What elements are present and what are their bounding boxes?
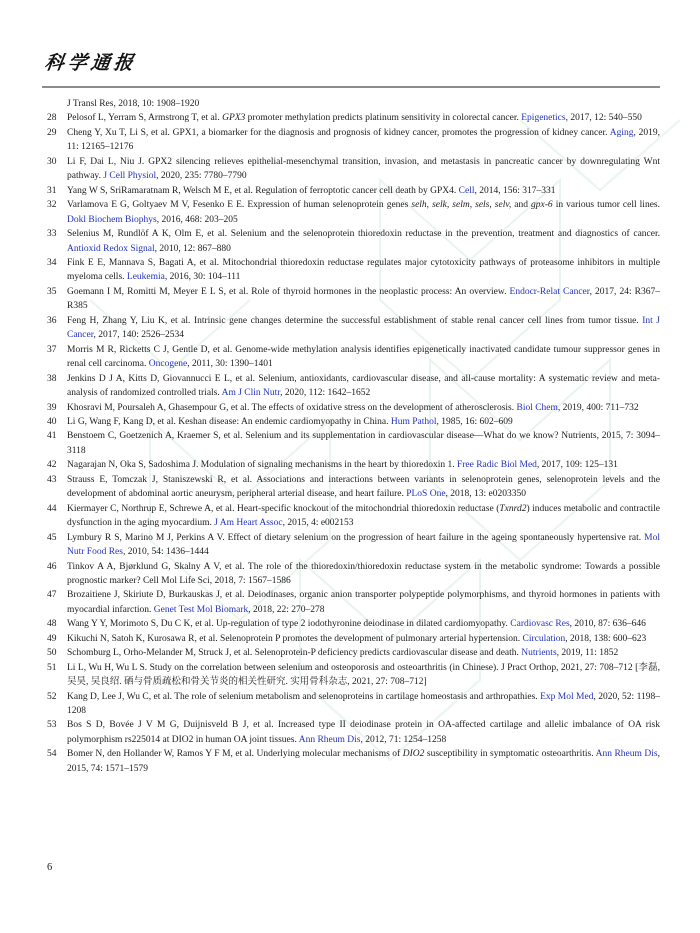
ref-text: , 2017, 24: R367–R385 <box>67 286 660 312</box>
journal-link[interactable]: Antioxid Redox Signal <box>67 243 155 254</box>
ref-text: Yang W S, SriRamaratnam R, Welsch M E, et al. Regulation of ferroptotic cancer cell death by GPX4. <box>67 185 459 196</box>
ref-body <box>67 184 660 198</box>
reference-item <box>47 429 660 458</box>
ref-text: Bomer N, den Hollander W, Ramos Y F M, et al. Underlying molecular mechanisms of <box>67 749 403 760</box>
ref-number: 45 <box>47 532 57 543</box>
ref-text: , 2018, 138: 600–623 <box>565 633 647 644</box>
ref-number-spacer <box>47 97 67 111</box>
ref-number: 34 <box>47 257 57 268</box>
ref-text: Cheng Y, Xu T, Li S, et al. GPX1, a biomarker for the diagnosis and prognosis of kidney cancer, promotes the progression of kidney cancer. <box>67 127 610 138</box>
reference-item <box>47 588 660 617</box>
ref-text: Fink E E, Mannava S, Bagati A, et al. Mitochondrial thioredoxin reductase regulates major cytotoxicity pathways of proteasome inhibitors in multiple myeloma cells. <box>67 257 660 283</box>
ref-text: Varlamova E G, Goltyaev M V, Fesenko E E. Expression of human selenoprotein genes <box>67 200 412 211</box>
reference-item <box>47 690 660 719</box>
page-number: 6 <box>47 862 53 873</box>
ref-text: ) induces metabolic and contractile dysfunction in the aging myocardium. <box>67 503 660 529</box>
ref-number: 44 <box>47 503 57 514</box>
reference-item <box>47 617 660 631</box>
ref-text: Lymbury R S, Marino M J, Perkins A V. Effect of dietary selenium on the progression of heart failure in the ageing spontaneously hypertensive rat. <box>67 532 645 543</box>
reference-continuation <box>47 97 660 111</box>
reference-item <box>47 285 660 314</box>
ref-text: Schomburg L, Orho-Melander M, Struck J, et al. Selenoprotein-P deficiency predicts cardiovascular disease and death. <box>67 648 522 659</box>
italic-term: selh, selk, selm, sels, selv, <box>411 200 512 211</box>
reference-item <box>47 747 660 776</box>
journal-link[interactable]: Hum Pathol <box>390 416 437 427</box>
ref-body <box>67 198 660 227</box>
reference-list <box>47 97 660 776</box>
reference-item <box>47 632 660 646</box>
ref-text: , 2012, 71: 1254–1258 <box>360 734 447 745</box>
reference-item <box>47 473 660 502</box>
journal-link[interactable]: Dokl Biochem Biophys <box>67 214 157 225</box>
ref-text: , 2010, 87: 636–646 <box>569 619 646 630</box>
ref-number: 30 <box>47 156 57 167</box>
reference-item <box>47 155 660 184</box>
ref-text: Pelosof L, Yerram S, Armstrong T, et al. <box>67 113 223 124</box>
ref-text: Kikuchi N, Satoh K, Kurosawa R, et al. Selenoprotein P promotes the development of pulmonary arterial hypertension. <box>67 633 523 644</box>
reference-item <box>47 560 660 589</box>
ref-number: 36 <box>47 315 57 326</box>
reference-item <box>47 314 660 343</box>
ref-number: 31 <box>47 185 57 196</box>
ref-text: , 2017, 109: 125–131 <box>536 460 618 471</box>
ref-text: Strauss E, Tomczak J, Staniszewski R, et al. Associations and interactions between variants in selenoprotein genes, selenoprotein levels and the development of abdominal aortic aneurysm, peripheral arterial disease, and heart failure. <box>67 474 660 500</box>
ref-body <box>67 473 660 502</box>
ref-text: , 2017, 12: 540–550 <box>565 113 642 124</box>
ref-body <box>67 343 660 372</box>
ref-text: Li F, Dai L, Niu J. GPX2 silencing relieves epithelial-mesenchymal transition, invasion, and metastasis in pancreatic cancer by downregulating Wnt pathway. <box>67 156 660 182</box>
ref-text: Kiermayer C, Northrup E, Schrewe A, et al. Heart-specific knockout of the mitochondrial thioredoxin reductase ( <box>67 503 500 514</box>
reference-item <box>47 718 660 747</box>
ref-body <box>67 646 660 660</box>
ref-body <box>67 415 660 429</box>
ref-number: 49 <box>47 633 57 644</box>
ref-text: , 2010, 12: 867–880 <box>154 243 231 254</box>
ref-body <box>67 256 660 285</box>
ref-number: 46 <box>47 561 57 572</box>
ref-text: , 2015, 74: 1571–1579 <box>67 749 660 774</box>
reference-item <box>47 227 660 256</box>
reference-item <box>47 415 660 429</box>
reference-item <box>47 661 660 690</box>
reference-item <box>47 458 660 472</box>
ref-number: 50 <box>47 648 57 659</box>
ref-number: 32 <box>47 200 57 211</box>
reference-item <box>47 184 660 198</box>
ref-text: and <box>511 200 532 211</box>
ref-number: 48 <box>47 619 57 630</box>
reference-item <box>47 646 660 660</box>
ref-number: 33 <box>47 229 57 240</box>
ref-body <box>67 227 660 256</box>
italic-term: DIO2 <box>402 749 425 760</box>
reference-item <box>47 256 660 285</box>
ref-text: , 2014, 156: 317–331 <box>474 185 556 196</box>
ref-text: Selenius M, Rundlöf A K, Olm E, et al. Selenium and the selenoprotein thioredoxin reductase in the prevention, treatment and diagnostics of cancer. <box>67 229 660 240</box>
ref-text: Benstoem C, Goetzenich A, Kraemer S, et al. Selenium and its supplementation in cardiovascular disease—What do we know? Nutrients, 2015, 7: 3094–3118 <box>67 431 660 456</box>
ref-body <box>67 458 660 472</box>
ref-body <box>67 661 660 690</box>
ref-number: 29 <box>47 127 57 138</box>
ref-text: in various tumor cell lines. <box>552 200 660 211</box>
ref-body <box>67 588 660 617</box>
ref-number: 38 <box>47 373 57 384</box>
ref-number: 41 <box>47 431 57 442</box>
ref-number: 39 <box>47 402 57 413</box>
journal-link[interactable]: Mol Nutr Food Res <box>67 532 660 558</box>
ref-text: Feng H, Zhang Y, Liu K, et al. Intrinsic gene changes determine the successful establishment of stable renal cancer cell lines from tumor tissue. <box>67 315 643 326</box>
ref-text: Nagarajan N, Oka S, Sadoshima J. Modulation of signaling mechanisms in the heart by thioredoxin 1. <box>67 460 457 471</box>
reference-item <box>47 401 660 415</box>
ref-body <box>67 155 660 184</box>
ref-text: Kang D, Lee J, Wu C, et al. The role of selenium metabolism and selenoproteins in cartilage homeostasis and arthropathies. <box>67 691 541 702</box>
ref-text: J Transl Res, 2018, 10: 1908–1920 <box>67 99 200 109</box>
journal-link[interactable]: J Am Heart Assoc <box>214 518 283 529</box>
ref-body <box>67 560 660 589</box>
journal-link[interactable]: Am J Clin Nutr <box>221 388 281 399</box>
journal-link[interactable]: Ann Rheum Dis <box>298 734 361 745</box>
reference-item <box>47 343 660 372</box>
ref-text <box>67 97 660 111</box>
ref-text: , 2019, 11: 1852 <box>556 648 619 659</box>
header-rule <box>42 86 660 88</box>
reference-item <box>47 111 660 125</box>
italic-term: Txnrd2 <box>499 503 527 514</box>
ref-text: promoter methylation predicts platinum sensitivity in colorectal cancer. <box>245 113 522 124</box>
journal-link[interactable]: J Cell Physiol <box>103 171 157 182</box>
journal-link[interactable]: Epigenetics <box>521 113 566 124</box>
ref-body <box>67 502 660 531</box>
ref-body <box>67 126 660 155</box>
ref-text: Li L, Wu H, Wu L S. Study on the correlation between selenium and osteoporosis and osteoarthritis (in Chinese). J Pract Orthop, 2021, 27: 708–712 [李磊, 吴昊, 吴良绍. 硒与骨质疏松和骨关节炎的相关性研究. 实用骨科杂志, 2021, 27: 708–712] <box>67 662 660 688</box>
ref-text: susceptibility in symptomatic osteoarthritis. <box>424 749 596 760</box>
journal-link[interactable]: PLoS One <box>406 489 446 500</box>
ref-number: 47 <box>47 590 57 601</box>
ref-text: Brozaitiene J, Skiriute D, Burkauskas J, et al. Deiodinases, organic anion transporter polypeptide polymorphisms, and thyroid hormones in patients with myocardial infarction. <box>67 590 660 615</box>
ref-text: , 2011, 30: 1390–1401 <box>187 359 273 370</box>
ref-number: 53 <box>47 720 57 731</box>
ref-text: , 1985, 16: 602–609 <box>436 416 513 427</box>
ref-text: Tinkov A A, Bjørklund G, Skalny A V, et al. The role of the thioredoxin/thioredoxin reductase system in the metabolic syndrome: Towards a possible prognostic marker? Cell Mol Life Sci, 2018, 7: 1567–1586 <box>67 561 660 586</box>
ref-body <box>67 372 660 401</box>
ref-text: , 2016, 30: 104–111 <box>164 272 241 283</box>
ref-body <box>67 632 660 646</box>
reference-item <box>47 372 660 401</box>
ref-text: , 2018, 22: 270–278 <box>248 604 325 615</box>
ref-text: Li G, Wang F, Kang D, et al. Keshan disease: An endemic cardiomyopathy in China. <box>67 416 391 427</box>
ref-number: 40 <box>47 416 57 427</box>
journal-link[interactable]: Circulation <box>522 633 566 644</box>
journal-link[interactable]: Cell <box>458 185 475 196</box>
ref-text: , 2010, 54: 1436–1444 <box>122 547 209 558</box>
journal-logo: 科学通报 <box>43 52 139 74</box>
ref-number: 35 <box>47 286 57 297</box>
ref-text: Goemann I M, Romitti M, Meyer E L S, et al. Role of thyroid hormones in the neoplastic process: An overview. <box>67 286 510 297</box>
ref-number: 28 <box>47 113 57 124</box>
ref-text: Khosravi M, Poursaleh A, Ghasempour G, et al. The effects of oxidative stress on the development of atherosclerosis. <box>67 402 517 413</box>
ref-text: , 2017, 140: 2526–2534 <box>93 330 185 341</box>
ref-body <box>67 401 660 415</box>
journal-link[interactable]: Biol Chem <box>516 402 558 413</box>
ref-text: Wang Y Y, Morimoto S, Du C K, et al. Up-regulation of type 2 iodothyronine deiodinase in dilated cardiomyopathy. <box>67 619 511 630</box>
journal-link[interactable]: Cardiovasc Res <box>510 619 570 630</box>
ref-text: , 2015, 4: e002153 <box>282 518 354 529</box>
ref-body <box>67 747 660 776</box>
journal-link[interactable]: Exp Mol Med <box>540 691 594 702</box>
ref-body <box>67 111 660 125</box>
ref-number: 54 <box>47 749 57 760</box>
ref-body <box>67 690 660 719</box>
ref-number: 52 <box>47 691 57 702</box>
italic-term: GPX3 <box>222 113 246 124</box>
ref-text: Morris M R, Ricketts C J, Gentle D, et al. Genome-wide methylation analysis identifies epigenetically inactivated candidate tumour suppressor genes in renal cell carcinoma. <box>67 344 660 370</box>
ref-text: , 2020, 235: 7780–7790 <box>156 171 247 182</box>
ref-body <box>67 617 660 631</box>
ref-text: Jenkins D J A, Kitts D, Giovannucci E L, et al. Selenium, antioxidants, cardiovascular disease, and all-cause mortality: A systematic review and meta-analysis of randomized controlled trials. <box>67 373 660 399</box>
journal-link[interactable]: Aging <box>609 127 634 138</box>
ref-number: 51 <box>47 662 57 673</box>
ref-number: 42 <box>47 460 57 471</box>
journal-link[interactable]: Ann Rheum Dis <box>595 749 658 760</box>
journal-link[interactable]: Free Radic Biol Med <box>456 460 537 471</box>
ref-body <box>67 285 660 314</box>
ref-body <box>67 429 660 458</box>
reference-item <box>47 198 660 227</box>
reference-item <box>47 126 660 155</box>
ref-number: 43 <box>47 474 57 485</box>
journal-link[interactable]: Endocr-Relat Cancer <box>509 286 590 297</box>
ref-text: , 2019, 400: 711–732 <box>557 402 639 413</box>
ref-text: Bos S D, Bovée J V M G, Duijnisveld B J, et al. Increased type II deiodinase protein in OA-affected cartilage and allelic imbalance of OA risk polymorphism rs225014 at DIO2 in human OA joint tissues. <box>67 720 660 745</box>
journal-link[interactable]: Genet Test Mol Biomark <box>153 604 249 615</box>
reference-item <box>47 502 660 531</box>
journal-link[interactable]: Oncogene <box>148 359 188 370</box>
ref-number: 37 <box>47 344 57 355</box>
ref-text: , 2019, 11: 12165–12176 <box>67 127 660 153</box>
ref-body <box>67 314 660 343</box>
journal-link[interactable]: Int J Cancer <box>67 315 661 341</box>
ref-text: , 2020, 112: 1642–1652 <box>280 388 371 399</box>
ref-body <box>67 718 660 747</box>
ref-text: , 2016, 468: 203–205 <box>156 214 238 225</box>
ref-text: , 2020, 52: 1198–1208 <box>67 691 660 717</box>
ref-text: , 2018, 13: e0203350 <box>445 489 527 500</box>
ref-body <box>67 531 660 560</box>
reference-item <box>47 531 660 560</box>
italic-term: gpx-6 <box>531 200 553 211</box>
journal-link[interactable]: Nutrients <box>521 648 557 659</box>
journal-link[interactable]: Leukemia <box>126 272 165 283</box>
